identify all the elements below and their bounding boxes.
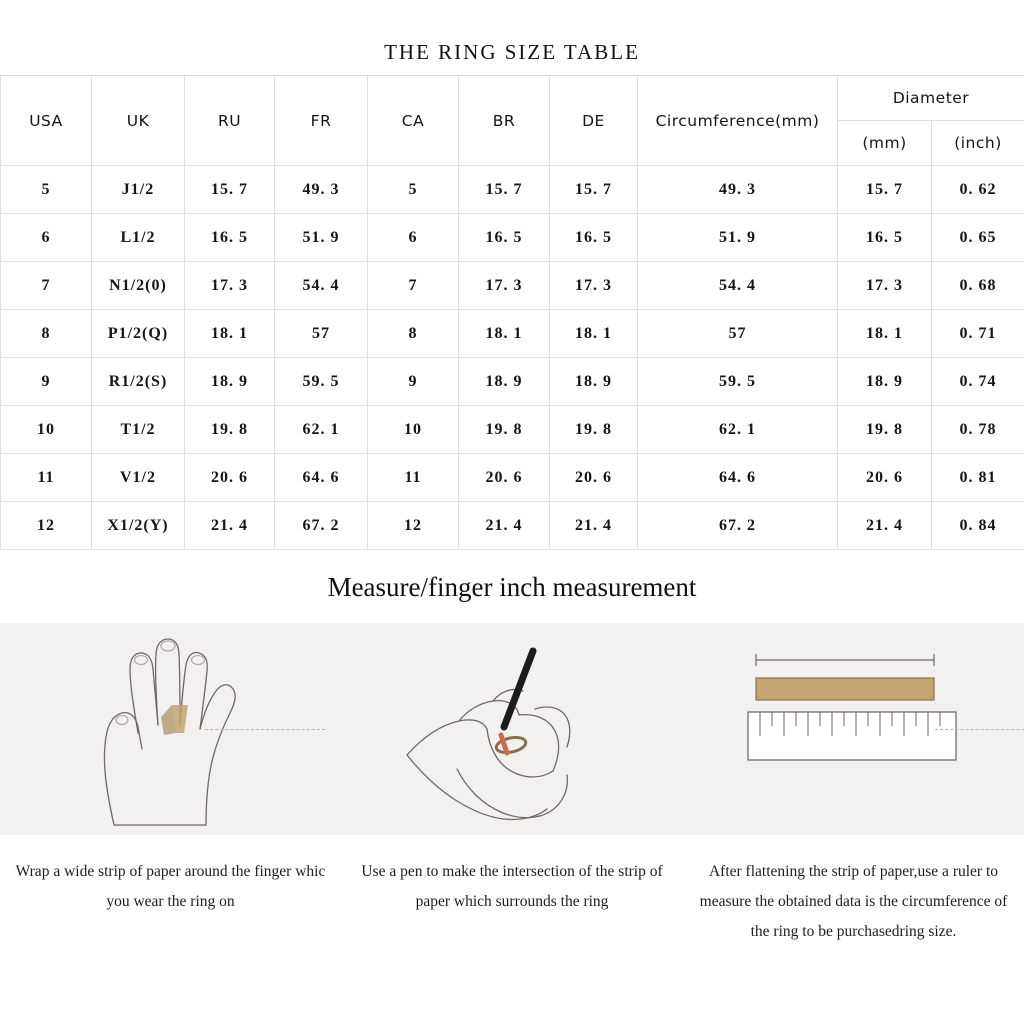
table-header [1,76,1024,166]
cell-ru: 18. 1 [185,310,275,358]
paper-strip-shape [161,705,188,735]
connector-dotted-line-2 [935,729,1024,730]
cell-diameter-inch: 0. 71 [932,310,1024,358]
cell-ca: 6 [368,214,459,262]
cell-ru: 21. 4 [185,502,275,550]
cell-circumference: 49. 3 [638,166,838,214]
cell-ca: 12 [368,502,459,550]
cell-de: 17. 3 [550,262,638,310]
cell-ca: 11 [368,454,459,502]
cell-fr: 54. 4 [275,262,368,310]
cell-ca: 8 [368,310,459,358]
cell-diameter-inch: 0. 78 [932,406,1024,454]
cell-fr: 49. 3 [275,166,368,214]
cell-diameter-inch: 0. 62 [932,166,1024,214]
cell-de: 18. 1 [550,310,638,358]
ruler-measuring-strip-icon [744,634,964,824]
cell-fr: 51. 9 [275,214,368,262]
cell-br: 16. 5 [459,214,550,262]
table-row [1,166,1024,214]
hand-with-pen-icon [397,629,627,829]
table-row [1,358,1024,406]
cell-fr: 57 [275,310,368,358]
cell-usa: 9 [1,358,92,406]
cell-br: 21. 4 [459,502,550,550]
cell-circumference: 67. 2 [638,502,838,550]
column-header-circumference: Circumference(mm) [638,76,838,166]
cell-uk: J1/2 [92,166,185,214]
cell-usa: 12 [1,502,92,550]
cell-uk: X1/2(Y) [92,502,185,550]
table-row [1,262,1024,310]
cell-ca: 10 [368,406,459,454]
column-header-diameter: Diameter [838,76,1024,121]
cell-diameter-mm: 20. 6 [838,454,932,502]
cell-diameter-mm: 15. 7 [838,166,932,214]
column-header-br: BR [459,76,550,166]
cell-circumference: 54. 4 [638,262,838,310]
caption-row [0,835,1024,947]
column-header-diameter-mm: (mm) [838,121,932,166]
cell-uk: T1/2 [92,406,185,454]
cell-fr: 67. 2 [275,502,368,550]
cell-ru: 18. 9 [185,358,275,406]
cell-uk: N1/2(0) [92,262,185,310]
cell-fr: 62. 1 [275,406,368,454]
cell-usa: 11 [1,454,92,502]
cell-diameter-inch: 0. 84 [932,502,1024,550]
cell-de: 21. 4 [550,502,638,550]
cell-ca: 5 [368,166,459,214]
cell-diameter-mm: 21. 4 [838,502,932,550]
illustration-step-2 [342,623,683,835]
caption-step-3: After flattening the strip of paper,use a ruler to measure the obtained data is the circumference of the ring to be purchasedring size. [699,863,1008,940]
column-header-fr: FR [275,76,368,166]
column-header-ru: RU [185,76,275,166]
column-header-ca: CA [368,76,459,166]
table-header-row-1 [1,76,1024,121]
cell-de: 18. 9 [550,358,638,406]
cell-uk: L1/2 [92,214,185,262]
cell-br: 17. 3 [459,262,550,310]
table-row [1,454,1024,502]
table-row [1,214,1024,262]
caption-step-2: Use a pen to make the intersection of the strip of paper which surrounds the ring [361,863,663,910]
measure-arrow [756,654,934,666]
cell-fr: 59. 5 [275,358,368,406]
cell-uk: V1/2 [92,454,185,502]
section-title: Measure/finger inch measurement [327,572,697,602]
cell-ru: 17. 3 [185,262,275,310]
cell-uk: P1/2(Q) [92,310,185,358]
ruler-shape [748,712,956,760]
cell-de: 19. 8 [550,406,638,454]
page-title: THE RING SIZE TABLE [384,40,640,64]
cell-circumference: 62. 1 [638,406,838,454]
paper-strip-shape [756,678,934,700]
cell-usa: 5 [1,166,92,214]
cell-ca: 9 [368,358,459,406]
column-header-diameter-inch: (inch) [932,121,1024,166]
cell-diameter-mm: 18. 1 [838,310,932,358]
cell-diameter-mm: 16. 5 [838,214,932,262]
illustration-step-1 [0,623,341,835]
cell-de: 20. 6 [550,454,638,502]
cell-br: 18. 1 [459,310,550,358]
cell-diameter-inch: 0. 68 [932,262,1024,310]
cell-usa: 8 [1,310,92,358]
cell-de: 16. 5 [550,214,638,262]
column-header-uk: UK [92,76,185,166]
cell-diameter-inch: 0. 74 [932,358,1024,406]
cell-diameter-inch: 0. 81 [932,454,1024,502]
cell-usa: 7 [1,262,92,310]
cell-circumference: 57 [638,310,838,358]
cell-ru: 20. 6 [185,454,275,502]
cell-diameter-inch: 0. 65 [932,214,1024,262]
cell-br: 20. 6 [459,454,550,502]
table-row [1,310,1024,358]
caption-step-1: Wrap a wide strip of paper around the finger whic you wear the ring on [15,863,326,910]
cell-br: 15. 7 [459,166,550,214]
illustration-band [0,623,1024,835]
table-row [1,502,1024,550]
column-header-usa: USA [1,76,92,166]
cell-ru: 19. 8 [185,406,275,454]
cell-de: 15. 7 [550,166,638,214]
cell-diameter-mm: 18. 9 [838,358,932,406]
cell-usa: 10 [1,406,92,454]
table-row [1,406,1024,454]
cell-br: 19. 8 [459,406,550,454]
cell-ru: 15. 7 [185,166,275,214]
cell-ca: 7 [368,262,459,310]
cell-fr: 64. 6 [275,454,368,502]
cell-circumference: 59. 5 [638,358,838,406]
connector-dotted-line-1 [205,729,325,730]
cell-circumference: 51. 9 [638,214,838,262]
column-header-de: DE [550,76,638,166]
cell-br: 18. 9 [459,358,550,406]
cell-diameter-mm: 19. 8 [838,406,932,454]
ring-size-table [0,75,1024,550]
cell-diameter-mm: 17. 3 [838,262,932,310]
cell-usa: 6 [1,214,92,262]
table-body [1,166,1024,550]
cell-uk: R1/2(S) [92,358,185,406]
cell-circumference: 64. 6 [638,454,838,502]
cell-ru: 16. 5 [185,214,275,262]
